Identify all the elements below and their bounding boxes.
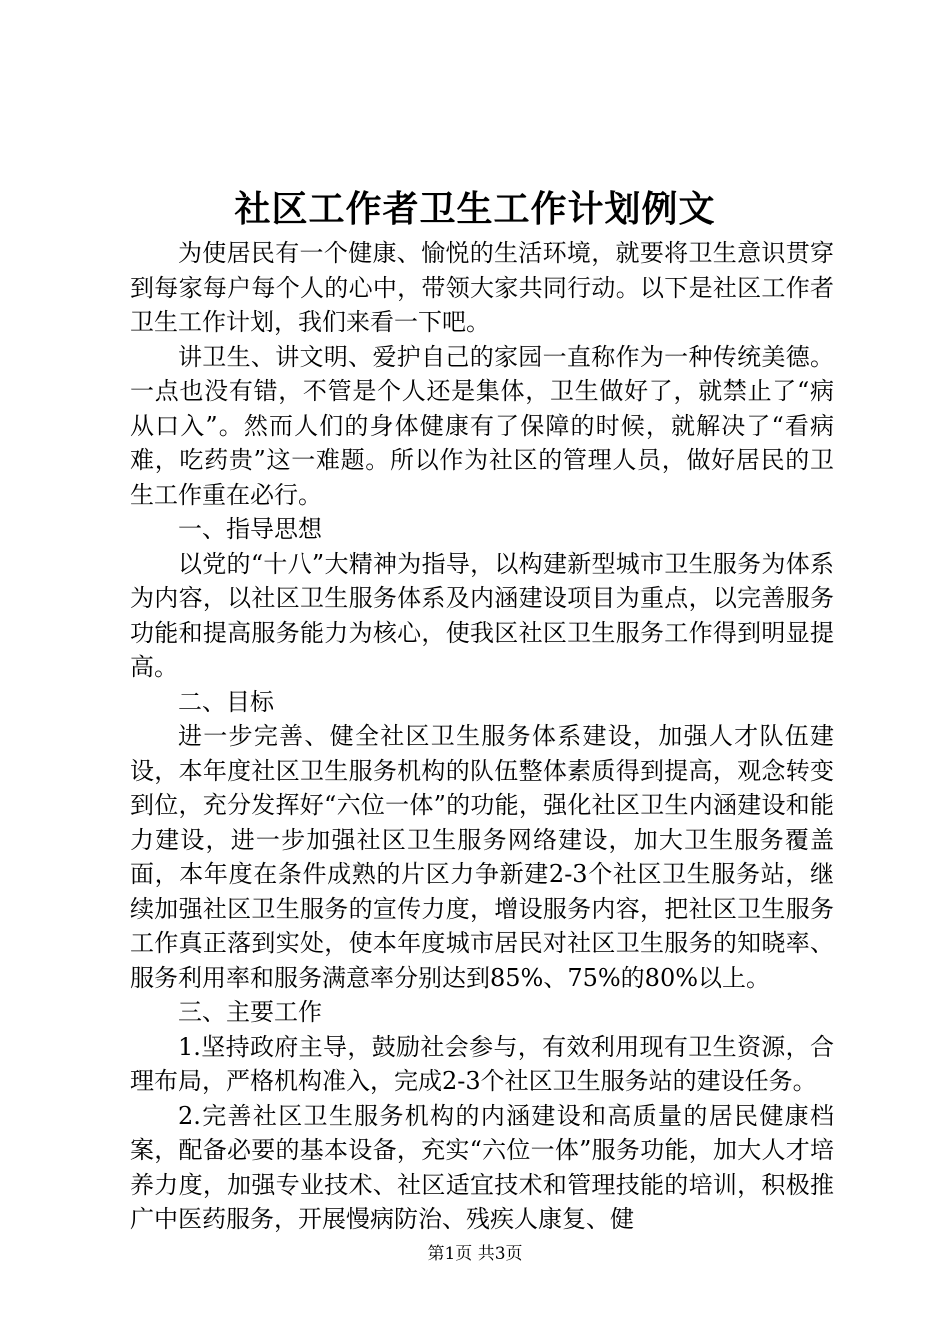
- paragraph-goals: 进一步完善、健全社区卫生服务体系建设，加强人才队伍建设，本年度社区卫生服务机构的队伍整体素质得到提高，观念转变到位，充分发挥好“六位一体”的功能，强化社区卫生内涵建设和能力建设，进一步加强社区卫生服务网络建设，加大卫生服务覆盖面，本年度在条件成熟的片区力争新建2-3个社区卫生服务站，继续加强社区卫生服务的宣传力度，增设服务内容，把社区卫生服务工作真正落到实处，使本年度城市居民对社区卫生服务的知晓率、服务利用率和服务满意率分别达到85%、75%的80%以上。: [130, 722, 834, 992]
- document-title: 社区工作者卫生工作计划例文: [234, 188, 716, 230]
- paragraph-work-item-1: 1.坚持政府主导，鼓励社会参与，有效利用现有卫生资源，合理布局，严格机构准入，完成2-3个社区卫生服务站的建设任务。: [130, 1032, 834, 1095]
- paragraph-intro: 为使居民有一个健康、愉悦的生活环境，就要将卫生意识贯穿到每家每户每个人的心中，带领大家共同行动。以下是社区工作者卫生工作计划，我们来看一下吧。: [130, 239, 834, 336]
- paragraph-guiding-ideology: 以党的“十八”大精神为指导，以构建新型城市卫生服务为体系为内容，以社区卫生服务体系及内涵建设项目为重点，以完善服务功能和提高服务能力为核心，使我区社区卫生服务工作得到明显提高。: [130, 549, 834, 681]
- section-heading-main-work: 三、主要工作: [178, 998, 322, 1026]
- paragraph-background: 讲卫生、讲文明、爱护自己的家园一直称作为一种传统美德。一点也没有错，不管是个人还是集体，卫生做好了，就禁止了“病从口入”。然而人们的身体健康有了保障的时候，就解决了“看病难，吃药贵”这一难题。所以作为社区的管理人员，做好居民的卫生工作重在必行。: [130, 342, 834, 509]
- paragraph-work-item-2: 2.完善社区卫生服务机构的内涵建设和高质量的居民健康档案，配备必要的基本设备，充实“六位一体”服务功能，加大人才培养力度，加强专业技术、社区适宜技术和管理技能的培训，积极推广中医药服务，开展慢病防治、残疾人康复、健: [130, 1101, 834, 1233]
- page-footer: 第1页 共3页: [427, 1244, 523, 1264]
- section-heading-goals: 二、目标: [178, 687, 274, 716]
- section-heading-guiding-ideology: 一、指导思想: [178, 515, 322, 543]
- document-body: [130, 236, 834, 1237]
